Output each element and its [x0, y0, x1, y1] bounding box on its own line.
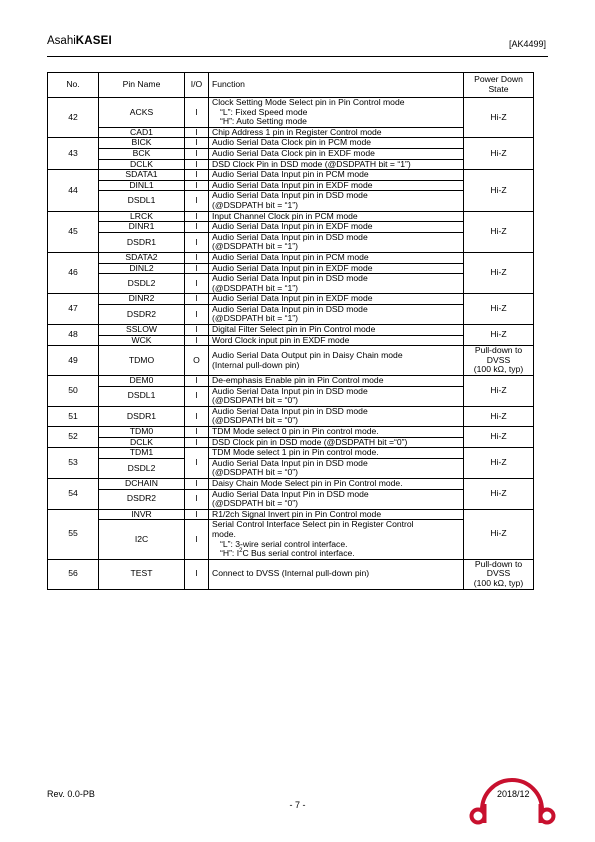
pin-name: DSDR2 [99, 489, 185, 509]
pin-io: I [185, 211, 209, 222]
pin-name: DCLK [99, 159, 185, 170]
revision: Rev. 0.0-PB [47, 789, 95, 799]
function-line: (@DSDPATH bit = “0”) [212, 498, 298, 509]
pin-io: I [185, 304, 209, 324]
power-down-state [464, 325, 534, 346]
power-down-line: Hi-Z [490, 184, 507, 195]
table-row [48, 325, 534, 336]
pin-name: DSDL1 [99, 191, 185, 211]
function-line: DSD Clock pin in DSD mode (@DSDPATH bit =“0”) [212, 436, 408, 447]
pin-function [209, 138, 464, 149]
publish-date: 2018/12 [497, 789, 530, 799]
pin-function [209, 222, 464, 233]
pin-function [209, 335, 464, 346]
pin-function [209, 386, 464, 406]
table-row [48, 191, 534, 211]
function-line: Audio Serial Data Input pin in DSD mode [212, 190, 368, 201]
function-line: Audio Serial Data Input pin in DSD mode [212, 231, 368, 242]
pin-number: 48 [48, 325, 99, 346]
pin-io: I [185, 427, 209, 438]
pin-number: 54 [48, 478, 99, 509]
pin-function [209, 376, 464, 387]
function-line: TDM Mode select 1 pin in Pin control mode. [212, 447, 379, 458]
pin-function [209, 520, 464, 559]
pin-number: 47 [48, 294, 99, 325]
function-line: Audio Serial Data Input pin in DSD mode [212, 457, 368, 468]
pin-io: I [185, 222, 209, 233]
function-line: Audio Serial Data Input pin in EXDF mode [212, 221, 373, 232]
pin-io: I [185, 386, 209, 406]
pin-name: ACKS [99, 98, 185, 128]
power-down-state [464, 138, 534, 170]
function-line: (@DSDPATH bit = “1”) [212, 313, 298, 324]
table-row [48, 427, 534, 438]
table-header-row [48, 73, 534, 98]
function-line: (@DSDPATH bit = “1”) [212, 241, 298, 252]
table-row [48, 406, 534, 426]
power-down-line: Hi-Z [490, 410, 507, 421]
table-row [48, 180, 534, 191]
power-down-line: Hi-Z [490, 303, 507, 314]
power-down-line: Hi-Z [490, 147, 507, 158]
pin-name: DCHAIN [99, 478, 185, 489]
table-row [48, 304, 534, 324]
power-down-line: Hi-Z [490, 329, 507, 340]
table-row [48, 127, 534, 138]
function-line: R1/2ch Signal Invert pin in Pin Control mode [212, 508, 382, 519]
table-row [48, 148, 534, 159]
col-header-io: I/O [185, 73, 209, 98]
pin-io: I [185, 232, 209, 252]
power-down-line: Hi-Z [490, 385, 507, 396]
function-line: Audio Serial Data Clock pin in EXDF mode [212, 147, 375, 158]
document-id: [AK4499] [508, 39, 546, 49]
akm-brand-logo-icon [462, 778, 562, 828]
function-line: DSD Clock Pin in DSD mode (@DSDPATH bit = “1”) [212, 158, 411, 169]
pin-function [209, 427, 464, 438]
pin-number: 56 [48, 559, 99, 589]
table-row [48, 98, 534, 128]
pin-name: DSDL2 [99, 458, 185, 478]
table-row [48, 252, 534, 263]
logo-prefix: Asahi [47, 35, 76, 47]
pin-table-body [48, 98, 534, 590]
function-line: Clock Setting Mode Select pin in Pin Control mode [212, 97, 405, 107]
pin-name: DSDL2 [99, 274, 185, 294]
pin-name: LRCK [99, 211, 185, 222]
power-down-line: DVSS [486, 354, 511, 365]
col-header-power-down-state: Power Down State [464, 73, 534, 98]
pin-name: TDM1 [99, 448, 185, 459]
function-line: Audio Serial Data Clock pin in PCM mode [212, 137, 372, 148]
table-row [48, 386, 534, 406]
pin-io: I [185, 520, 209, 559]
power-down-line: DVSS [486, 568, 511, 579]
power-down-line: Hi-Z [490, 225, 507, 236]
function-line: Input Channel Clock pin in PCM mode [212, 210, 358, 221]
pin-io: I [185, 98, 209, 128]
pin-function [209, 458, 464, 478]
table-row [48, 448, 534, 459]
table-row [48, 478, 534, 489]
pin-io: I [185, 437, 209, 448]
function-line: (@DSDPATH bit = “1”) [212, 282, 298, 293]
pin-function [209, 489, 464, 509]
pin-function [209, 148, 464, 159]
pin-function [209, 252, 464, 263]
function-line: “L”: 3-wire serial control interface. [220, 538, 348, 549]
pin-io: I [185, 406, 209, 426]
pin-number: 50 [48, 376, 99, 407]
function-line: Daisy Chain Mode Select pin in Pin Control mode. [212, 477, 403, 488]
table-row [48, 335, 534, 346]
page-number: - 7 - [289, 800, 306, 810]
pin-name: INVR [99, 509, 185, 520]
pin-io: I [185, 138, 209, 149]
pin-function [209, 180, 464, 191]
power-down-state [464, 346, 534, 376]
power-down-state [464, 406, 534, 426]
pin-name: SDATA1 [99, 170, 185, 181]
table-row [48, 170, 534, 181]
function-line: “H”: Auto Setting mode [220, 116, 307, 127]
table-row [48, 559, 534, 589]
power-down-line: Hi-Z [490, 488, 507, 499]
function-line: Audio Serial Data Input pin in DSD mode [212, 303, 368, 314]
pin-name: TDM0 [99, 427, 185, 438]
power-down-line: Hi-Z [490, 528, 507, 539]
pin-name: DEM0 [99, 376, 185, 387]
pin-number: 45 [48, 211, 99, 252]
pin-io: O [185, 346, 209, 376]
pin-function [209, 211, 464, 222]
power-down-line: Pull-down to [474, 345, 523, 356]
table-row [48, 274, 534, 294]
logo-main: KASEI [75, 35, 112, 47]
pin-name: DSDL1 [99, 386, 185, 406]
function-line: De-emphasis Enable pin in Pin Control mode [212, 375, 384, 386]
pin-io: I [185, 376, 209, 387]
power-down-state [464, 448, 534, 479]
pin-function [209, 304, 464, 324]
pin-name: SSLOW [99, 325, 185, 336]
power-down-state [464, 252, 534, 293]
pin-number: 52 [48, 427, 99, 448]
pin-function [209, 437, 464, 448]
pin-function [209, 294, 464, 305]
pin-io: I [185, 489, 209, 509]
pin-io: I [185, 274, 209, 294]
power-down-state [464, 427, 534, 448]
pin-number: 42 [48, 98, 99, 138]
pin-name: TEST [99, 559, 185, 589]
power-down-state [464, 376, 534, 407]
power-down-line: Hi-Z [490, 267, 507, 278]
pin-io: I [185, 509, 209, 520]
power-down-state [464, 294, 534, 325]
pin-io: I [185, 159, 209, 170]
function-line: Audio Serial Data Output pin in Daisy Chain mode [212, 350, 403, 361]
pin-function [209, 406, 464, 426]
pin-function [209, 559, 464, 589]
pin-function [209, 170, 464, 181]
pin-function [209, 159, 464, 170]
function-line: mode. [212, 528, 236, 539]
pin-name: SDATA2 [99, 252, 185, 263]
power-down-line: Hi-Z [490, 111, 507, 122]
function-line: “L”: Fixed Speed mode [220, 106, 308, 117]
power-down-state [464, 170, 534, 211]
pin-io: I [185, 127, 209, 138]
function-line: Audio Serial Data Input pin in PCM mode [212, 251, 369, 262]
pin-function [209, 127, 464, 138]
pin-name: DSDR1 [99, 406, 185, 426]
pin-name: DSDR1 [99, 232, 185, 252]
power-down-line: Hi-Z [490, 457, 507, 468]
col-header-no: No. [48, 73, 99, 98]
pin-io: I [185, 559, 209, 589]
function-line: (@DSDPATH bit = “0”) [212, 415, 298, 426]
pin-function [209, 325, 464, 336]
table-row [48, 437, 534, 448]
pin-number: 55 [48, 509, 99, 559]
pin-name: TDMO [99, 346, 185, 376]
function-line: Chip Address 1 pin in Register Control mode [212, 126, 382, 137]
pin-io: I [185, 170, 209, 181]
function-line: Audio Serial Data Input pin in EXDF mode [212, 293, 373, 304]
table-row [48, 376, 534, 387]
function-line: Audio Serial Data Input pin in DSD mode [212, 405, 368, 416]
power-down-state [464, 478, 534, 509]
col-header-function: Function [209, 73, 464, 98]
function-line: Audio Serial Data Input pin in PCM mode [212, 169, 369, 180]
pin-io: I [185, 448, 209, 479]
function-line: Audio Serial Data Input pin in EXDF mode [212, 179, 373, 190]
pin-number: 46 [48, 252, 99, 293]
pin-io: I [185, 478, 209, 489]
pin-function [209, 478, 464, 489]
pin-name: BICK [99, 138, 185, 149]
pin-name: DINL1 [99, 180, 185, 191]
header-divider [47, 56, 548, 57]
function-line: Audio Serial Data Input Pin in DSD mode [212, 488, 369, 499]
table-row [48, 489, 534, 509]
function-line: (@DSDPATH bit = “0”) [212, 395, 298, 406]
pin-name: DINR1 [99, 222, 185, 233]
pin-io: I [185, 294, 209, 305]
pin-function [209, 509, 464, 520]
pin-number: 51 [48, 406, 99, 426]
power-down-state [464, 509, 534, 559]
pin-name: I2C [99, 520, 185, 559]
function-line: Word Clock input pin in EXDF mode [212, 334, 350, 345]
pin-function [209, 274, 464, 294]
pin-io: I [185, 148, 209, 159]
pin-io: I [185, 191, 209, 211]
table-row [48, 294, 534, 305]
power-down-line: (100 kΩ, typ) [473, 577, 524, 588]
pin-number: 49 [48, 346, 99, 376]
table-row [48, 211, 534, 222]
function-line: “H”: $I^2C$ Bus serial control interface. [220, 548, 355, 559]
pin-name: WCK [99, 335, 185, 346]
pin-io: I [185, 180, 209, 191]
table-row [48, 520, 534, 559]
pin-function [209, 191, 464, 211]
table-row [48, 222, 534, 233]
col-header-pin-name: Pin Name [99, 73, 185, 98]
pin-name: DINL2 [99, 263, 185, 274]
function-line: Audio Serial Data Input pin in DSD mode [212, 385, 368, 396]
function-line: (@DSDPATH bit = “0”) [212, 467, 298, 478]
company-logo [47, 35, 112, 47]
pin-io: I [185, 252, 209, 263]
function-line: TDM Mode select 0 pin in Pin control mode. [212, 426, 379, 436]
pin-function [209, 98, 464, 128]
table-row [48, 509, 534, 520]
power-down-line: Hi-Z [490, 431, 507, 442]
pin-io: I [185, 335, 209, 346]
function-line: Digital Filter Select pin in Pin Control mode [212, 324, 376, 335]
function-line: Audio Serial Data Input pin in EXDF mode [212, 262, 373, 273]
pin-function-table [47, 72, 534, 590]
table-row [48, 159, 534, 170]
power-down-line: Pull-down to [474, 558, 523, 569]
power-down-state [464, 98, 534, 138]
pin-name: DINR2 [99, 294, 185, 305]
pin-number: 43 [48, 138, 99, 170]
pin-function [209, 346, 464, 376]
function-line: (@DSDPATH bit = “1”) [212, 199, 298, 210]
function-line: (Internal pull-down pin) [212, 359, 300, 370]
power-down-line: (100 kΩ, typ) [473, 364, 524, 375]
pin-io: I [185, 325, 209, 336]
table-row [48, 138, 534, 149]
table-row [48, 263, 534, 274]
pin-function [209, 263, 464, 274]
pin-number: 53 [48, 448, 99, 479]
pin-function [209, 448, 464, 459]
pin-name: CAD1 [99, 127, 185, 138]
pin-name: DCLK [99, 437, 185, 448]
function-line: Connect to DVSS (Internal pull-down pin) [212, 568, 370, 579]
pin-name: BCK [99, 148, 185, 159]
power-down-state [464, 211, 534, 252]
pin-function [209, 232, 464, 252]
table-row [48, 232, 534, 252]
table-row [48, 346, 534, 376]
table-row [48, 458, 534, 478]
function-line: Serial Control Interface Select pin in Register Control [212, 519, 414, 530]
pin-name: DSDR2 [99, 304, 185, 324]
function-line: Audio Serial Data Input pin in DSD mode [212, 273, 368, 284]
power-down-state [464, 559, 534, 589]
pin-number: 44 [48, 170, 99, 211]
pin-io: I [185, 263, 209, 274]
